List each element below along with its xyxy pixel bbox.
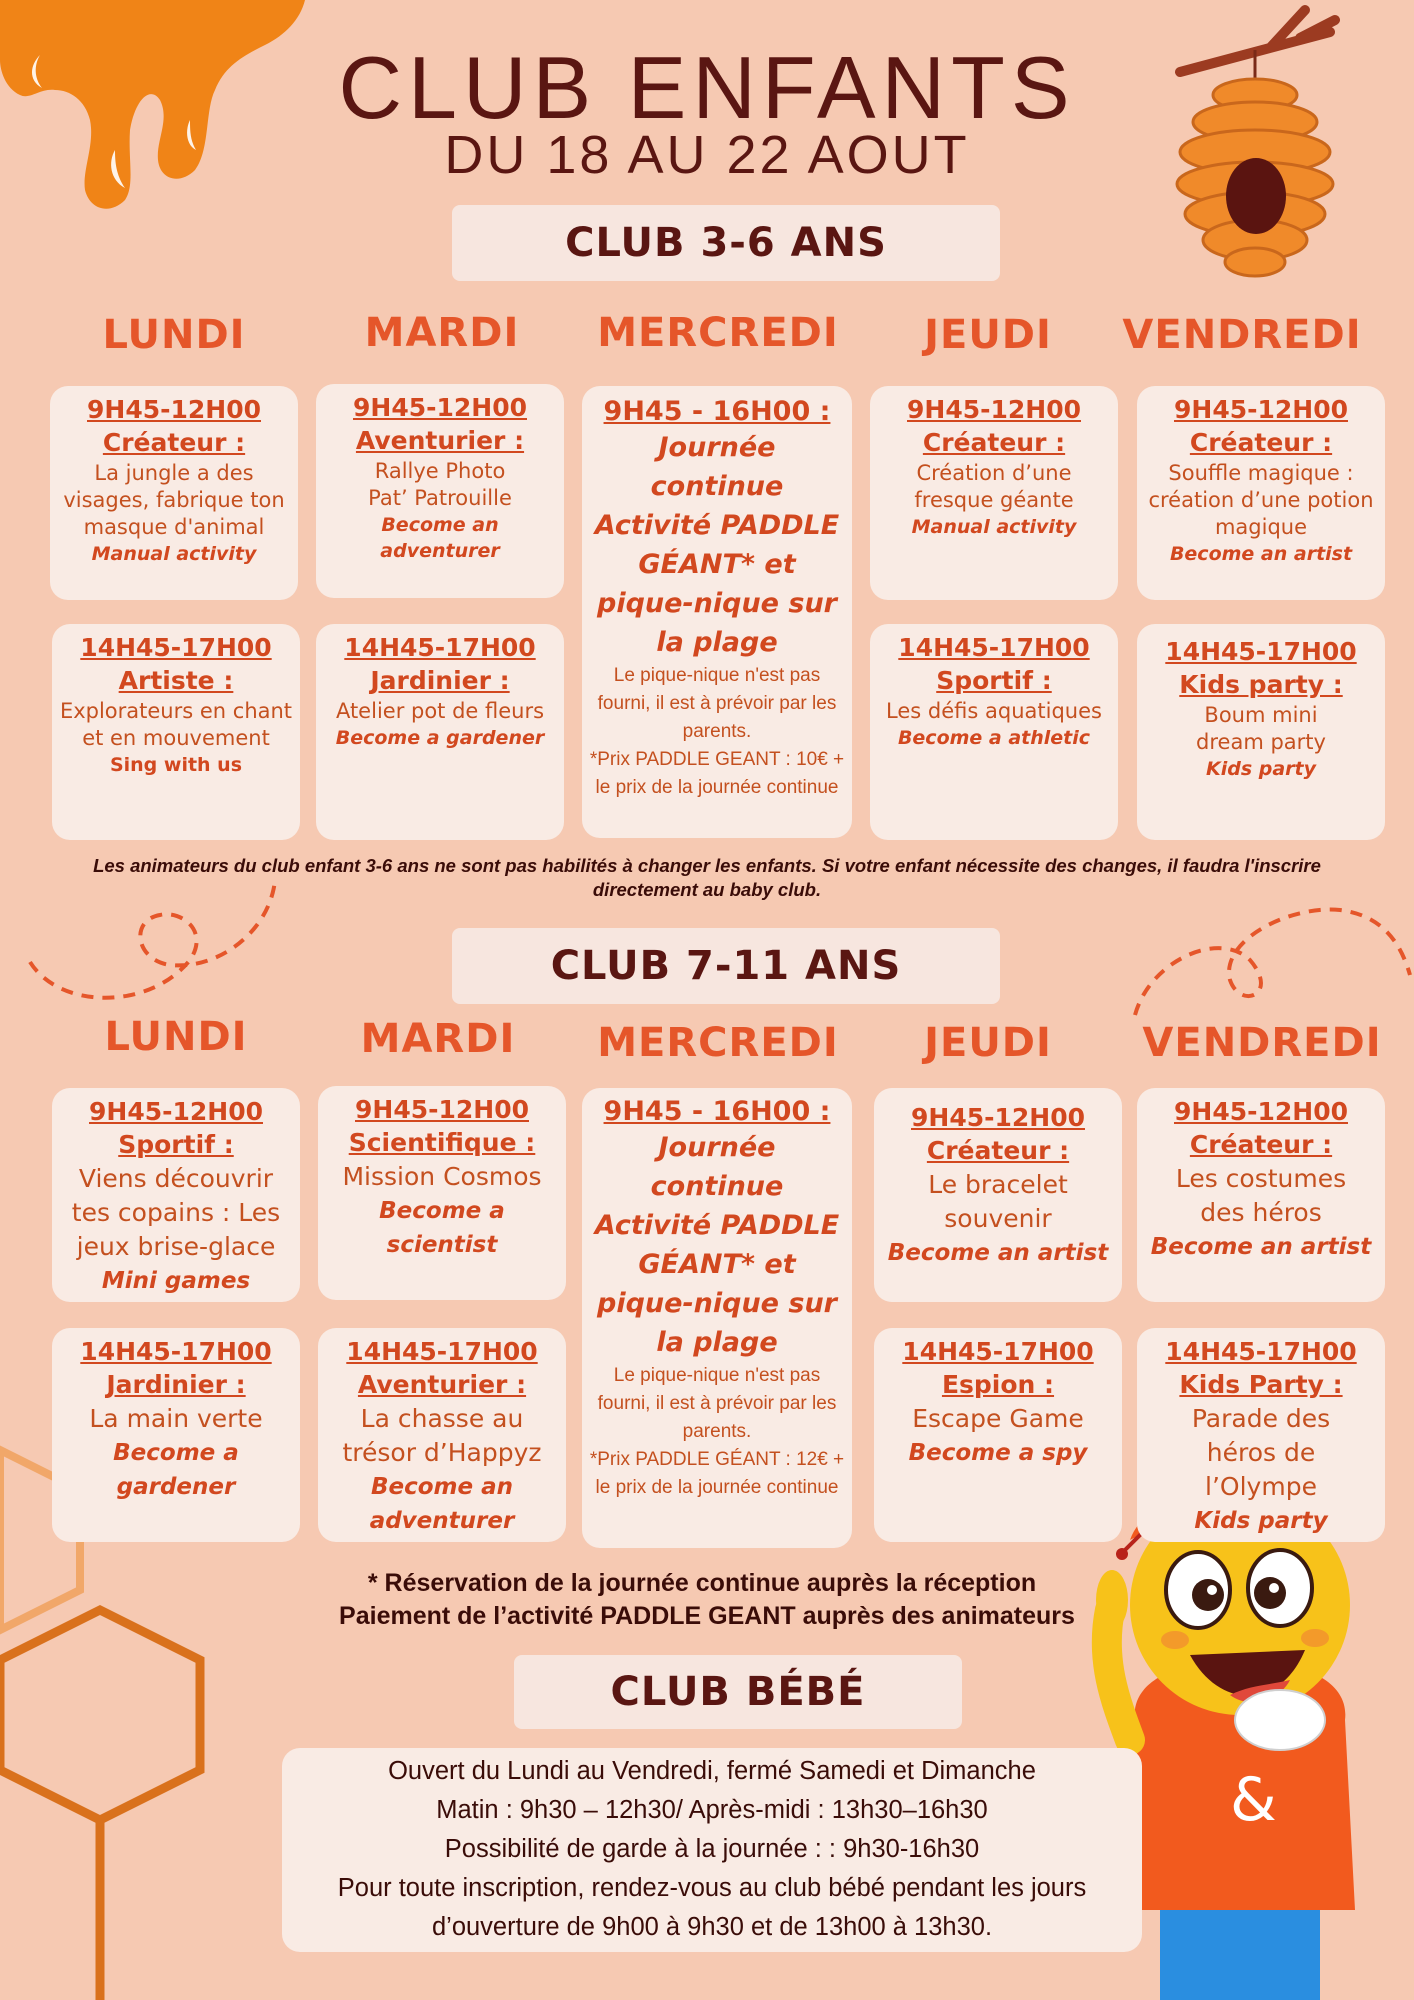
day-mardi: MARDI (360, 1016, 516, 1062)
activity-english-label: Kids party (1194, 1508, 1328, 1534)
activity-role: Scientifique : (348, 1128, 536, 1157)
activity-description: Viens découvrir tes copains : Les jeux brise-glace (71, 1164, 281, 1261)
club-3-6-footnote: Les animateurs du club enfant 3-6 ans ne sont pas habilités à changer les enfants. Si votre enfant nécessite des changes, il faudra l'inscrire directement au baby club. (93, 855, 1321, 900)
day-jeudi: JEUDI (924, 1020, 1052, 1066)
activity-english-label: Become a gardener (113, 1440, 239, 1500)
wednesday-card (582, 386, 852, 838)
activity-role: Kids Party : (1179, 1370, 1343, 1399)
activity-role: Sportif : (118, 1130, 234, 1159)
activity-description: Boum mini dream party (1196, 703, 1326, 754)
activity-card (1137, 1328, 1385, 1542)
page-title: CLUB ENFANTS (338, 38, 1076, 137)
bebe-full-day: Possibilité de garde à la journée : : 9h30-16h30 (444, 1835, 980, 1863)
activity-english-label: Kids party (1205, 758, 1317, 780)
activity-english-label: Manual activity (911, 516, 1077, 538)
activity-time: 14H45-17H00 (346, 1337, 538, 1366)
activity-english-label: Become a athletic (897, 727, 1091, 749)
paddle-price-note: *Prix PADDLE GEANT : 10€ + le prix de la journée continue (589, 749, 845, 798)
activity-english-label: Become a spy (908, 1440, 1088, 1466)
activity-card (318, 1328, 566, 1542)
activity-time: 9H45-12H00 (355, 1095, 529, 1124)
activity-card (52, 1328, 300, 1542)
activity-card (874, 1088, 1122, 1302)
activity-description: Mission Cosmos (342, 1162, 542, 1191)
activity-time: 9H45-12H00 (1174, 1097, 1348, 1126)
activity-card (50, 386, 298, 600)
activity-title: Journée continue Activité PADDLE GÉANT* et pique-nique sur la plage (594, 432, 840, 658)
activity-english-label: Become a gardener (335, 727, 545, 749)
activity-card (52, 624, 300, 840)
activity-description: Rallye Photo Pat’ Patrouille (368, 459, 512, 510)
activity-description: La main verte (89, 1404, 263, 1433)
activity-time: 14H45-17H00 (80, 1337, 272, 1366)
activity-card (316, 624, 564, 840)
activity-description: Escape Game (912, 1404, 1084, 1433)
activity-title: Journée continue Activité PADDLE GÉANT* et pique-nique sur la plage (594, 1132, 840, 1358)
activity-time: 9H45-12H00 (911, 1103, 1085, 1132)
picnic-note: Le pique-nique n'est pas fourni, il est à prévoir par les parents. (597, 665, 837, 742)
activity-time: 14H45-17H00 (1165, 637, 1357, 666)
day-vendredi: VENDREDI (1142, 1020, 1382, 1066)
day-vendredi: VENDREDI (1122, 312, 1362, 358)
club-bebe-banner: CLUB BÉBÉ (514, 1655, 962, 1729)
activity-time: 14H45-17H00 (1165, 1337, 1357, 1366)
activity-role: Créateur : (1189, 428, 1333, 457)
activity-time: 9H45-12H00 (353, 393, 527, 422)
activity-time: 14H45-17H00 (902, 1337, 1094, 1366)
club-3-6-banner: CLUB 3-6 ANS (452, 205, 1000, 281)
bebe-registration: Pour toute inscription, rendez-vous au club bébé pendant les jours d’ouverture de 9h00 à 9h30 et de 13h00 à 13h30. (337, 1874, 1087, 1941)
activity-description: Parade des héros de l’Olympe (1191, 1404, 1331, 1501)
activity-role: Aventurier : (357, 1370, 527, 1399)
shirt-logo: & (1230, 1765, 1277, 1835)
activity-time: 9H45 - 16H00 : (603, 1096, 831, 1127)
day-jeudi: JEUDI (924, 312, 1052, 358)
activity-card (52, 1088, 300, 1302)
activity-english-label: Mini games (101, 1268, 251, 1294)
activity-description: Création d’une fresque géante (914, 461, 1074, 512)
activity-time: 9H45-12H00 (89, 1097, 263, 1126)
reservation-line-2: Paiement de l’activité PADDLE GEANT auprès des animateurs (339, 1602, 1075, 1630)
club-bebe-info (282, 1748, 1142, 1952)
activity-time: 14H45-17H00 (898, 633, 1090, 662)
day-lundi: LUNDI (102, 312, 246, 358)
activity-english-label: Manual activity (91, 543, 257, 565)
activity-role: Jardinier : (370, 666, 510, 695)
activity-english-label: Sing with us (109, 754, 243, 776)
activity-role: Aventurier : (355, 426, 525, 455)
day-lundi: LUNDI (104, 1014, 248, 1060)
wednesday-card (582, 1088, 852, 1548)
activity-description: La chasse au trésor d’Happyz (342, 1404, 542, 1467)
activity-english-label: Become an adventurer (369, 1474, 515, 1534)
bebe-hours: Matin : 9h30 – 12h30/ Après-midi : 13h30–16h30 (436, 1796, 988, 1824)
day-mercredi: MERCREDI (597, 1020, 839, 1066)
activity-card (316, 384, 564, 598)
activity-card (870, 624, 1118, 840)
activity-english-label: Become an adventurer (380, 514, 500, 562)
activity-english-label: Become an artist (1169, 543, 1353, 565)
activity-role: Artiste : (118, 666, 234, 695)
activity-time: 14H45-17H00 (80, 633, 272, 662)
activity-card (318, 1086, 566, 1300)
activity-time: 9H45-12H00 (87, 395, 261, 424)
activity-role: Créateur : (1189, 1130, 1333, 1159)
activity-card (874, 1328, 1122, 1542)
activity-time: 9H45-12H00 (1174, 395, 1348, 424)
bebe-opening-days: Ouvert du Lundi au Vendredi, fermé Samedi et Dimanche (388, 1757, 1036, 1785)
day-mercredi: MERCREDI (597, 310, 839, 356)
activity-description: Explorateurs en chant et en mouvement (59, 699, 293, 750)
activity-description: Souffle magique : création d’une potion magique (1148, 461, 1374, 539)
activity-english-label: Become an artist (887, 1240, 1109, 1266)
activity-role: Sportif : (936, 666, 1052, 695)
activity-description: Atelier pot de fleurs (335, 699, 545, 723)
paddle-price-note: *Prix PADDLE GÉANT : 12€ + le prix de la journée continue (589, 1449, 845, 1498)
activity-role: Créateur : (926, 1136, 1070, 1165)
dashed-swirl-right (1130, 900, 1414, 1020)
activity-description: La jungle a des visages, fabrique ton masque d'animal (63, 461, 285, 539)
activity-role: Créateur : (922, 428, 1066, 457)
reservation-line-1: * Réservation de la journée continue auprès la réception (367, 1569, 1037, 1597)
activity-english-label: Become an artist (1150, 1234, 1372, 1260)
activity-time: 14H45-17H00 (344, 633, 536, 662)
activity-card (1137, 1088, 1385, 1302)
activity-card (1137, 386, 1385, 600)
activity-role: Créateur : (102, 428, 246, 457)
day-mardi: MARDI (364, 310, 520, 356)
activity-english-label: Become a scientist (379, 1198, 505, 1258)
activity-description: Le bracelet souvenir (928, 1170, 1068, 1233)
activity-card (870, 386, 1118, 600)
activity-time: 9H45 - 16H00 : (603, 396, 831, 427)
activity-role: Espion : (941, 1370, 1055, 1399)
activity-role: Kids party : (1179, 670, 1343, 699)
activity-time: 9H45-12H00 (907, 395, 1081, 424)
activity-description: Les défis aquatiques (886, 699, 1102, 723)
activity-description: Les costumes des héros (1175, 1164, 1347, 1227)
activity-card (1137, 624, 1385, 840)
reservation-note (0, 1567, 1414, 1633)
page-subtitle: DU 18 AU 22 AOUT (444, 125, 970, 185)
club-7-11-banner: CLUB 7-11 ANS (452, 928, 1000, 1004)
activity-role: Jardinier : (106, 1370, 246, 1399)
picnic-note: Le pique-nique n'est pas fourni, il est à prévoir par les parents. (597, 1365, 837, 1442)
